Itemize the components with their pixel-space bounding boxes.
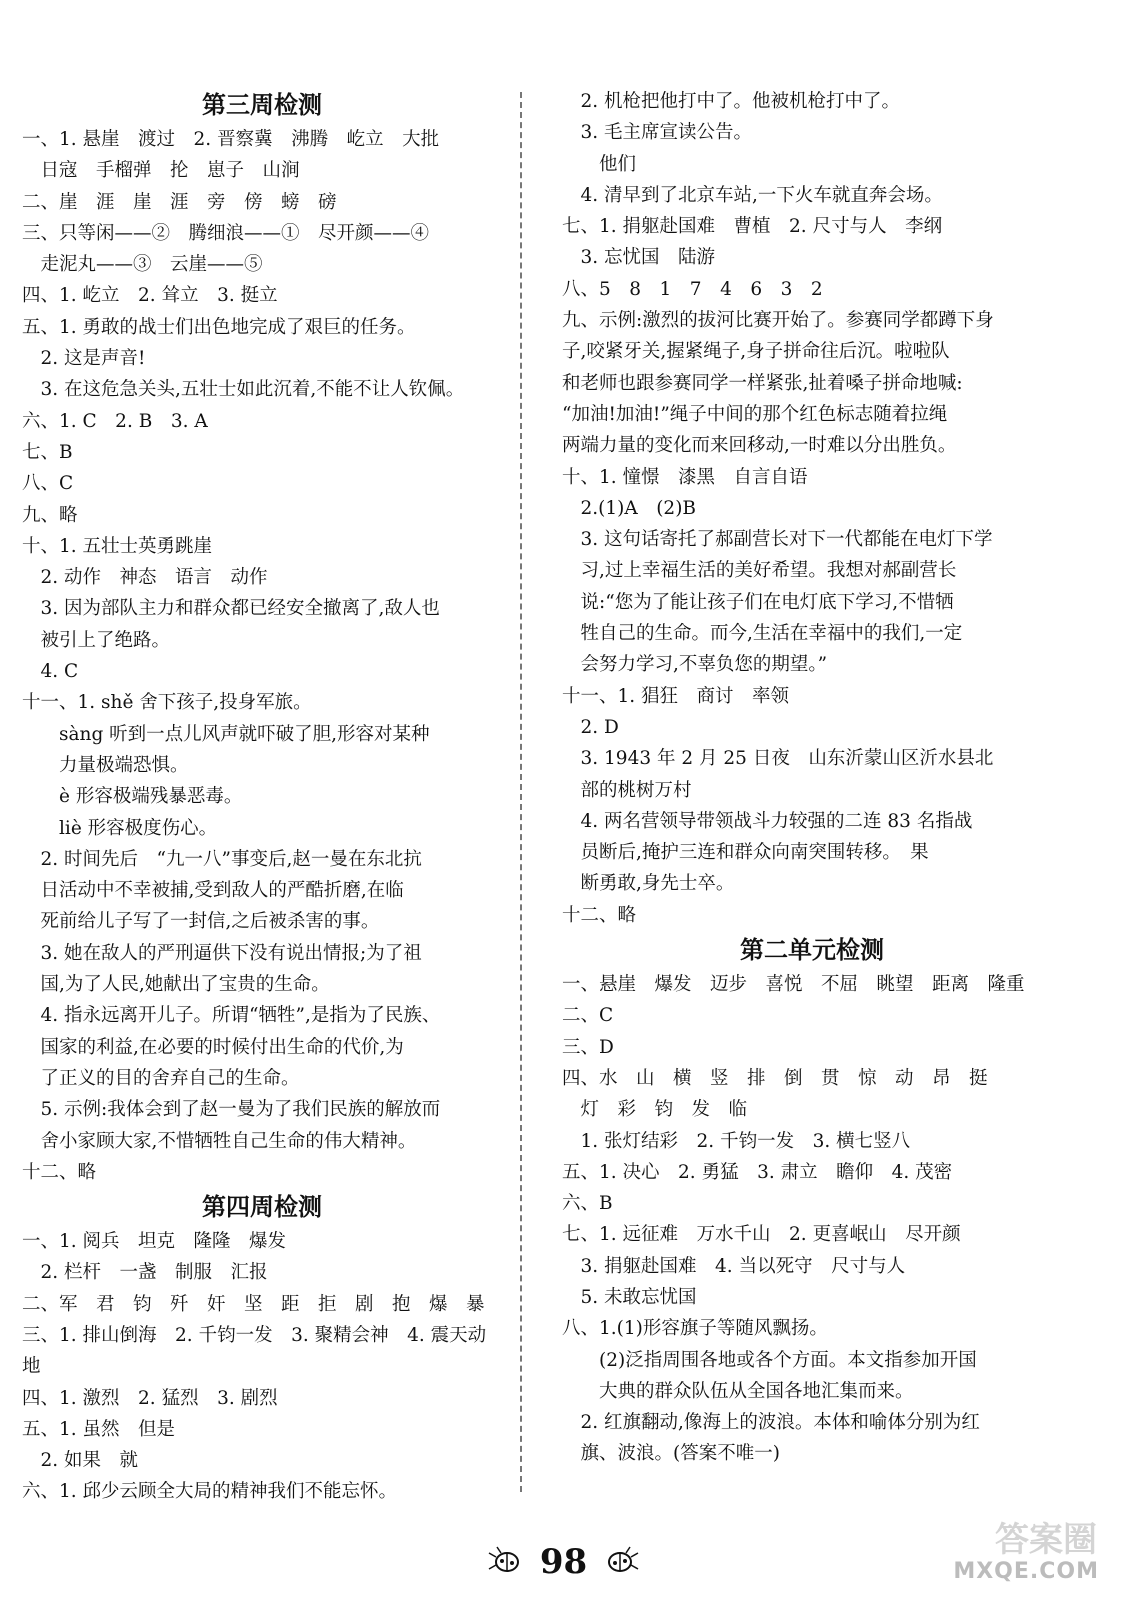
answer-line: 2. 动作 神态 语言 动作 bbox=[22, 567, 268, 589]
answer-line: è 形容极端残暴恶毒。 bbox=[22, 786, 243, 808]
section-title: 第三周检测 bbox=[202, 91, 322, 119]
ladybug-icon bbox=[600, 1545, 640, 1579]
answer-line: 断勇敢,身先士卒。 bbox=[562, 873, 735, 895]
answer-line: 五、1. 勇敢的战士们出色地完成了艰巨的任务。 bbox=[22, 316, 416, 338]
answer-line: 大典的群众队伍从全国各地汇集而来。 bbox=[562, 1380, 914, 1402]
watermark-logo: 答案圈 bbox=[995, 1520, 1097, 1560]
answer-line: 日寇 手榴弹 抡 崽子 山涧 bbox=[22, 160, 300, 182]
answer-line: 部的桃树万村 bbox=[562, 779, 692, 801]
answer-line: 七、1. 捐躯赴国难 曹植 2. 尺寸与人 李纲 bbox=[562, 216, 943, 238]
answer-line: 四、1. 激烈 2. 猛烈 3. 剧烈 bbox=[22, 1387, 278, 1409]
column-divider bbox=[520, 92, 522, 1492]
answer-line: 4. C bbox=[22, 661, 79, 683]
answer-line: 一、1. 悬崖 渡过 2. 晋察冀 沸腾 屹立 大批 bbox=[22, 129, 440, 150]
answer-line: 舍小家顾大家,不惜牺牲自己生命的伟大精神。 bbox=[22, 1130, 417, 1152]
answer-line: 2. 栏杆 一盏 制服 汇报 bbox=[22, 1262, 268, 1284]
answer-line: 员断后,掩护三连和群众向南突围转移。 果 bbox=[562, 842, 929, 864]
answer-line: 死前给儿子写了一封信,之后被杀害的事。 bbox=[22, 911, 380, 933]
answer-line: 三、只等闲——② 腾细浪——① 尽开颜——④ bbox=[22, 222, 430, 244]
answer-line: 2. 红旗翻动,像海上的波浪。本体和喻体分别为红 bbox=[562, 1412, 980, 1434]
answer-line: 九、示例:激烈的拔河比赛开始了。参赛同学都蹲下身 bbox=[562, 310, 994, 332]
answer-line: 八、5 8 1 7 4 6 3 2 bbox=[562, 278, 823, 300]
answer-line: 3. 这句话寄托了郝副营长对下一代都能在电灯下学 bbox=[562, 529, 993, 551]
answer-line: 五、1. 虽然 但是 bbox=[22, 1418, 176, 1440]
answer-line: 十一、1. shě 舍下孩子,投身军旅。 bbox=[22, 692, 312, 714]
page-number: 98 bbox=[539, 1542, 588, 1582]
answer-line: 一、1. 阅兵 坦克 隆隆 爆发 bbox=[22, 1231, 287, 1253]
answer-line: 3. 毛主席宣读公告。 bbox=[562, 122, 753, 144]
watermark-site: MXQE.COM bbox=[953, 1559, 1099, 1584]
answer-line: 4. 两名营领导带领战斗力较强的二连 83 名指战 bbox=[562, 810, 973, 832]
watermark bbox=[953, 1508, 1107, 1588]
answer-line: 4. 清早到了北京车站,一下火车就直奔会场。 bbox=[562, 184, 943, 206]
answer-line: 三、D bbox=[562, 1036, 614, 1058]
answer-line: 和老师也跟参赛同学一样紧张,扯着嗓子拼命地喊: bbox=[562, 372, 963, 394]
answer-line: 七、B bbox=[22, 441, 73, 463]
answer-line: 3. 她在敌人的严刑逼供下没有说出情报;为了祖 bbox=[22, 942, 422, 964]
answer-line: 九、略 bbox=[22, 504, 78, 526]
section-title: 第四周检测 bbox=[202, 1193, 322, 1222]
answer-line: 牲自己的生命。而今,生活在幸福中的我们,一定 bbox=[562, 623, 963, 645]
answer-line: 七、1. 远征难 万水千山 2. 更喜岷山 尽开颜 bbox=[562, 1224, 961, 1246]
answer-line: 十一、1. 猖狂 商讨 率领 bbox=[562, 685, 790, 707]
answer-line: 了正义的目的舍弃自己的生命。 bbox=[22, 1067, 300, 1089]
answer-line: 力量极端恐惧。 bbox=[22, 754, 189, 776]
answer-line: 2. 这是声音! bbox=[22, 348, 146, 370]
answer-line: 2. 机枪把他打中了。他被机枪打中了。 bbox=[562, 91, 901, 112]
answer-line: sàng 听到一点儿风声就吓破了胆,形容对某种 bbox=[22, 723, 430, 745]
answer-line: 旗、波浪。(答案不唯一) bbox=[562, 1443, 780, 1465]
answer-line: 十二、略 bbox=[562, 904, 637, 926]
answer-line: 1. 张灯结彩 2. 千钧一发 3. 横七竖八 bbox=[562, 1130, 911, 1152]
answer-line: 习,过上幸福生活的美好希望。我想对郝副营长 bbox=[562, 560, 957, 582]
answer-line: 六、1. C 2. B 3. A bbox=[22, 410, 208, 432]
answer-line: 六、B bbox=[562, 1193, 613, 1215]
answer-line: 二、军 君 钧 歼 奸 坚 距 拒 剧 抱 爆 暴 bbox=[22, 1293, 485, 1315]
answer-line: 日活动中不幸被捕,受到敌人的严酷折磨,在临 bbox=[22, 880, 404, 902]
answer-line: 十、1. 憧憬 漆黑 自言自语 bbox=[562, 466, 808, 488]
answer-line: 两端力量的变化而来回移动,一时难以分出胜负。 bbox=[562, 435, 957, 457]
answer-line: 走泥丸——③ 云崖——⑤ bbox=[22, 254, 263, 276]
answer-line: 十二、略 bbox=[22, 1161, 97, 1183]
answer-line: 国家的利益,在必要的时候付出生命的代价,为 bbox=[22, 1036, 404, 1058]
answer-line: 二、C bbox=[562, 1005, 614, 1027]
answer-line: 三、1. 排山倒海 2. 千钧一发 3. 聚精会神 4. 震天动地 bbox=[22, 1324, 487, 1378]
answer-line: 五、1. 决心 2. 勇猛 3. 肃立 瞻仰 4. 茂密 bbox=[562, 1161, 953, 1183]
answer-line: 被引上了绝路。 bbox=[22, 629, 171, 651]
ladybug-icon bbox=[487, 1545, 527, 1579]
answer-line: 十、1. 五壮士英勇跳崖 bbox=[22, 535, 213, 557]
answer-line: 2.(1)A (2)B bbox=[562, 497, 697, 519]
answer-line: 八、1.(1)形容旗子等随风飘扬。 bbox=[562, 1318, 828, 1340]
answer-line: 他们 bbox=[562, 153, 637, 175]
answer-line: 4. 指永远离开儿子。所谓“牺牲”,是指为了民族、 bbox=[22, 1005, 441, 1027]
section-title: 第二单元检测 bbox=[740, 936, 884, 965]
answer-line: 子,咬紧牙关,握紧绳子,身子拼命往后沉。啦啦队 bbox=[562, 341, 950, 363]
answer-line: 5. 未敢忘忧国 bbox=[562, 1286, 697, 1308]
answer-line: 二、崖 涯 崖 涯 旁 傍 螃 磅 bbox=[22, 191, 337, 213]
answer-line: 灯 彩 钧 发 临 bbox=[562, 1099, 748, 1121]
answer-line: 3. 捐躯赴国难 4. 当以死守 尺寸与人 bbox=[562, 1255, 906, 1277]
answer-line: 3. 1943 年 2 月 25 日夜 山东沂蒙山区沂水县北 bbox=[562, 748, 994, 770]
answer-line: 2. D bbox=[562, 716, 619, 738]
answer-line: 国,为了人民,她献出了宝贵的生命。 bbox=[22, 974, 330, 996]
answer-line: 一、悬崖 爆发 迈步 喜悦 不屈 眺望 距离 隆重 bbox=[562, 974, 1025, 996]
answer-line: 2. 时间先后 “九一八”事变后,赵一曼在东北抗 bbox=[22, 848, 422, 870]
left-column bbox=[22, 86, 502, 1508]
answer-line: 六、1. 邱少云顾全大局的精神我们不能忘怀。 bbox=[22, 1481, 398, 1503]
answer-line: 四、水 山 横 竖 排 倒 贯 惊 动 昂 挺 bbox=[562, 1067, 988, 1089]
answer-line: 2. 如果 就 bbox=[22, 1450, 139, 1472]
right-column bbox=[562, 86, 1062, 1470]
answer-line: liè 形容极度伤心。 bbox=[22, 817, 218, 839]
answer-line: (2)泛指周围各地或各个方面。本文指参加开国 bbox=[562, 1349, 977, 1371]
answer-line: 3. 因为部队主力和群众都已经安全撤离了,敌人也 bbox=[22, 598, 440, 620]
answer-line: 说:“您为了能让孩子们在电灯底下学习,不惜牺 bbox=[562, 591, 954, 613]
answer-line: 5. 示例:我体会到了赵一曼为了我们民族的解放而 bbox=[22, 1099, 441, 1121]
answer-line: 3. 忘忧国 陆游 bbox=[562, 247, 716, 269]
answer-line: 会努力学习,不辜负您的期望。” bbox=[562, 654, 828, 676]
answer-line: 八、C bbox=[22, 473, 74, 495]
answer-line: 四、1. 屹立 2. 耸立 3. 挺立 bbox=[22, 285, 278, 307]
answer-line: 3. 在这危急关头,五壮士如此沉着,不能不让人钦佩。 bbox=[22, 379, 465, 401]
answer-line: “加油!加油!”绳子中间的那个红色标志随着拉绳 bbox=[562, 403, 948, 425]
